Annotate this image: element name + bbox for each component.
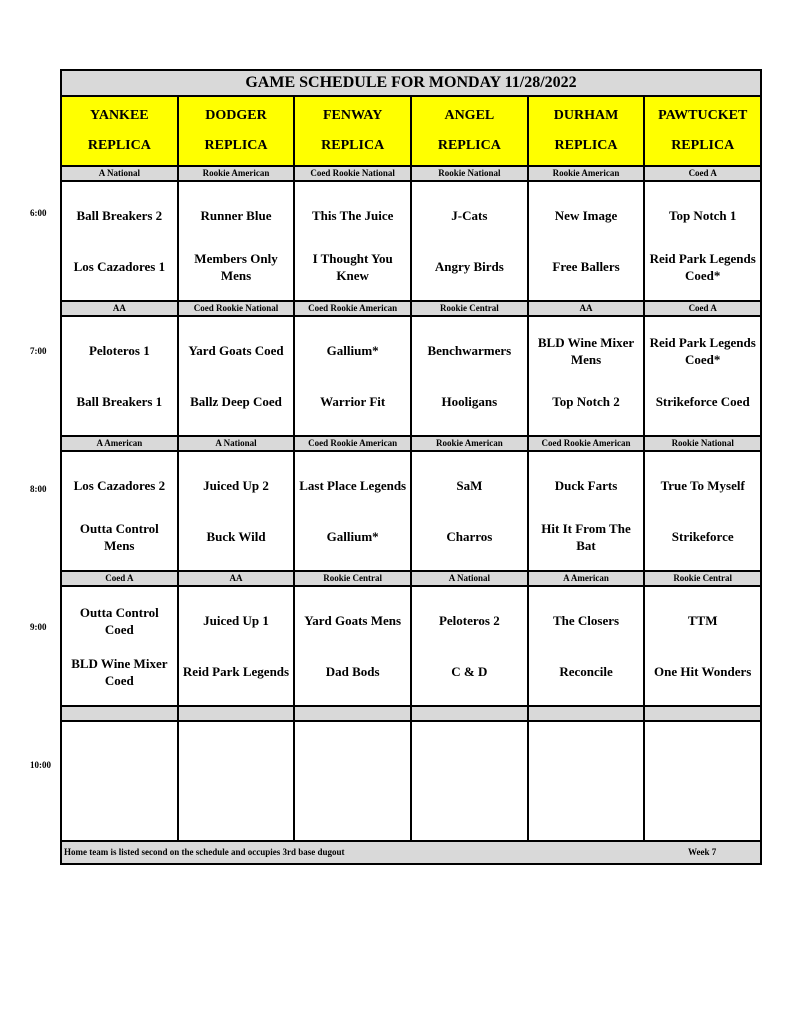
division-row xyxy=(62,437,760,452)
empty-game-cell xyxy=(62,722,179,840)
home-team: One Hit Wonders xyxy=(654,664,752,679)
game-cell xyxy=(529,452,646,570)
division-label: Rookie Central xyxy=(295,572,412,585)
game-cell xyxy=(295,587,412,705)
empty-game-cell xyxy=(179,722,296,840)
division-label: Rookie Central xyxy=(673,573,733,583)
away-team: BLD Wine Mixer Mens xyxy=(537,334,635,367)
away-team: The Closers xyxy=(552,613,620,628)
game-cell xyxy=(529,182,646,300)
away-team: Gallium* xyxy=(326,343,379,358)
away-team: Yard Goats Mens xyxy=(304,613,402,628)
division-row xyxy=(62,302,760,317)
game-cell xyxy=(62,587,179,705)
game-cell xyxy=(179,452,296,570)
division-row xyxy=(62,167,760,182)
division-label: A National xyxy=(412,572,529,585)
away-team: J-Cats xyxy=(451,208,488,223)
home-team: Buck Wild xyxy=(206,529,266,544)
time-label: 10:00 xyxy=(30,760,51,770)
division-label: Coed Rookie National xyxy=(295,167,412,180)
home-team: Angry Birds xyxy=(434,259,504,274)
field-name: ANGEL xyxy=(444,108,495,123)
schedule-table xyxy=(60,69,762,865)
field-name: FENWAY xyxy=(322,108,383,123)
home-team: Charros xyxy=(446,529,493,544)
schedule-title: GAME SCHEDULE FOR MONDAY 11/28/2022 xyxy=(62,71,760,97)
time-label: 6:00 xyxy=(30,208,47,218)
home-team: Los Cazadores 1 xyxy=(73,259,166,274)
division-label: A American xyxy=(529,572,646,585)
division-label: Rookie Central xyxy=(412,302,529,315)
home-team: BLD Wine Mixer Coed xyxy=(71,655,168,688)
field-sub: REPLICA xyxy=(204,138,268,153)
game-cell xyxy=(412,182,529,300)
field-name: DURHAM xyxy=(553,108,619,123)
field-sub: REPLICA xyxy=(671,138,735,153)
home-team: Reid Park Legends xyxy=(182,664,290,679)
game-cell xyxy=(412,587,529,705)
home-team: C & D xyxy=(451,664,488,679)
division-label: Coed A xyxy=(62,572,179,585)
games-row xyxy=(62,452,760,572)
division-label xyxy=(529,707,646,720)
games-row xyxy=(62,182,760,302)
empty-game-cell xyxy=(412,722,529,840)
field-header xyxy=(179,97,296,165)
game-cell xyxy=(295,317,412,435)
field-header xyxy=(62,97,179,165)
game-cell xyxy=(645,317,760,435)
home-team: Strikeforce Coed xyxy=(655,394,750,409)
away-team: Duck Farts xyxy=(554,478,618,493)
division-label: AA xyxy=(62,302,179,315)
away-team: True To Myself xyxy=(660,478,745,493)
division-label: Rookie National xyxy=(412,167,529,180)
away-team: Top Notch 1 xyxy=(668,208,737,223)
time-column xyxy=(0,0,60,1024)
home-team: I Thought You Knew xyxy=(312,250,393,283)
field-sub: REPLICA xyxy=(554,138,618,153)
home-team: Members Only Mens xyxy=(194,250,278,283)
division-label: Coed A xyxy=(688,168,717,178)
field-name: PAWTUCKET xyxy=(658,108,748,123)
field-name: DODGER xyxy=(205,108,267,123)
field-sub: REPLICA xyxy=(87,138,151,153)
game-cell xyxy=(412,452,529,570)
away-team: Juiced Up 2 xyxy=(203,478,269,493)
away-team: This The Juice xyxy=(311,208,394,223)
game-cell xyxy=(529,587,646,705)
division-label xyxy=(62,707,179,720)
away-team: Los Cazadores 2 xyxy=(73,478,166,493)
home-team: Top Notch 2 xyxy=(552,394,620,409)
field-sub: REPLICA xyxy=(321,138,385,153)
game-cell xyxy=(179,182,296,300)
field-name: YANKEE xyxy=(90,108,149,123)
division-label: Rookie National xyxy=(671,438,734,448)
empty-games-row xyxy=(62,722,760,842)
home-team: Reid Park Legends Coed* xyxy=(649,250,756,283)
empty-game-cell xyxy=(529,722,646,840)
division-label: Rookie American xyxy=(179,167,296,180)
division-label: Coed A xyxy=(688,303,717,313)
division-label: A National xyxy=(179,437,296,450)
division-row xyxy=(62,707,760,722)
footer-note: Home team is listed second on the schedule and occupies 3rd base dugout xyxy=(64,847,345,857)
division-label: Rookie American xyxy=(412,437,529,450)
field-header xyxy=(412,97,529,165)
away-team: Peloteros 2 xyxy=(438,613,500,628)
field-header-row xyxy=(62,97,760,167)
field-header xyxy=(295,97,412,165)
game-cell xyxy=(412,317,529,435)
game-cell xyxy=(645,587,760,705)
time-label: 9:00 xyxy=(30,622,47,632)
field-header xyxy=(645,97,760,165)
game-cell xyxy=(179,317,296,435)
home-team: Reconcile xyxy=(559,664,613,679)
home-team: Hooligans xyxy=(441,394,498,409)
division-label: Coed Rookie American xyxy=(295,302,412,315)
empty-game-cell xyxy=(295,722,412,840)
field-header xyxy=(529,97,646,165)
home-team: Free Ballers xyxy=(552,259,620,274)
away-team: TTM xyxy=(687,613,718,628)
game-cell xyxy=(645,452,760,570)
division-label xyxy=(412,707,529,720)
game-cell xyxy=(62,452,179,570)
away-team: Yard Goats Coed xyxy=(188,343,284,358)
division-row xyxy=(62,572,760,587)
time-label: 8:00 xyxy=(30,484,47,494)
field-sub: REPLICA xyxy=(437,138,501,153)
division-label: Coed Rookie National xyxy=(179,302,296,315)
game-cell xyxy=(295,452,412,570)
away-team: Outta Control Coed xyxy=(79,604,159,637)
home-team: Dad Bods xyxy=(325,664,380,679)
game-cell xyxy=(179,587,296,705)
game-cell xyxy=(62,182,179,300)
home-team: Hit It From The Bat xyxy=(541,520,631,553)
home-team: Ballz Deep Coed xyxy=(190,394,282,409)
games-row xyxy=(62,587,760,707)
schedule-footer xyxy=(62,842,760,863)
week-label: Week 7 xyxy=(688,847,717,857)
away-team: Runner Blue xyxy=(200,208,272,223)
game-cell xyxy=(529,317,646,435)
division-label: Coed Rookie American xyxy=(529,437,646,450)
away-team: Last Place Legends xyxy=(299,478,407,493)
away-team: Peloteros 1 xyxy=(88,343,150,358)
division-label: A American xyxy=(62,437,179,450)
division-label: Rookie American xyxy=(529,167,646,180)
away-team: Benchwarmers xyxy=(427,343,512,358)
away-team: Ball Breakers 2 xyxy=(76,208,163,223)
home-team: Strikeforce xyxy=(671,529,734,544)
division-label: Coed Rookie American xyxy=(295,437,412,450)
division-label: AA xyxy=(529,302,646,315)
away-team: SaM xyxy=(456,478,483,493)
away-team: New Image xyxy=(554,208,618,223)
empty-game-cell xyxy=(645,722,760,840)
away-team: Juiced Up 1 xyxy=(203,613,269,628)
away-team: Reid Park Legends Coed* xyxy=(649,334,756,367)
home-team: Outta Control Mens xyxy=(79,520,159,553)
division-label xyxy=(295,707,412,720)
division-label xyxy=(645,707,760,720)
home-team: Warrior Fit xyxy=(320,394,386,409)
game-cell xyxy=(645,182,760,300)
division-label: AA xyxy=(179,572,296,585)
game-cell xyxy=(295,182,412,300)
game-cell xyxy=(62,317,179,435)
games-row xyxy=(62,317,760,437)
home-team: Gallium* xyxy=(326,529,379,544)
division-label: A National xyxy=(62,167,179,180)
home-team: Ball Breakers 1 xyxy=(76,394,163,409)
time-label: 7:00 xyxy=(30,346,47,356)
division-label xyxy=(179,707,296,720)
